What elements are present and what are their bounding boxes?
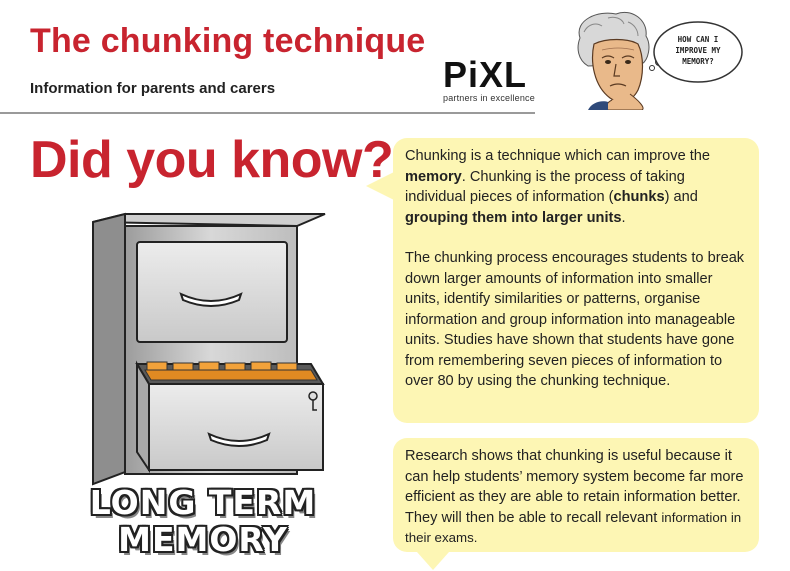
bubble-pointer [366,172,394,200]
caption-line-2: MEMORY [118,520,288,559]
logo-tagline: partners in excellence [443,93,535,103]
long-term-memory-caption [88,484,318,558]
filing-cabinet-illustration [85,212,345,492]
info-bubble-chunking [393,138,759,423]
page-title: The chunking technique [30,22,426,60]
header-divider [0,112,535,114]
caption-line-1: LONG TERM [89,483,317,522]
logo-wordmark: PiXL [443,54,528,95]
chunking-process-paragraph: The chunking process encourages students to break down larger amounts of information into smaller units, identify similarities or patterns, organise information and group information into manageable units. Studies have shown that students have gone from remembering seven pieces of information to over 80 by using the chunking technique. [405,250,745,389]
chunking-definition: Chunking is a technique which can improve the memory. Chunking is the process of taking individual pieces of information (chunks) and grouping them into larger units. [405,148,711,226]
page-subtitle: Information for parents and carers [30,80,276,97]
info-bubble-research [393,438,759,552]
thinking-character-illustration [568,10,773,110]
pixl-logo [443,54,538,103]
research-paragraph: Research shows that chunking is useful because it can help students’ memory system become far more efficient as they are able to retain information better. They will then be able to recall relevant information in their exams. [405,448,744,545]
thought-line-2: IMPROVE MY [675,46,721,55]
did-you-know-heading: Did you know? [30,131,394,189]
thought-line-1: HOW CAN I [677,35,719,44]
bubble-pointer [417,552,449,570]
thought-line-3: MEMORY? [682,57,714,66]
